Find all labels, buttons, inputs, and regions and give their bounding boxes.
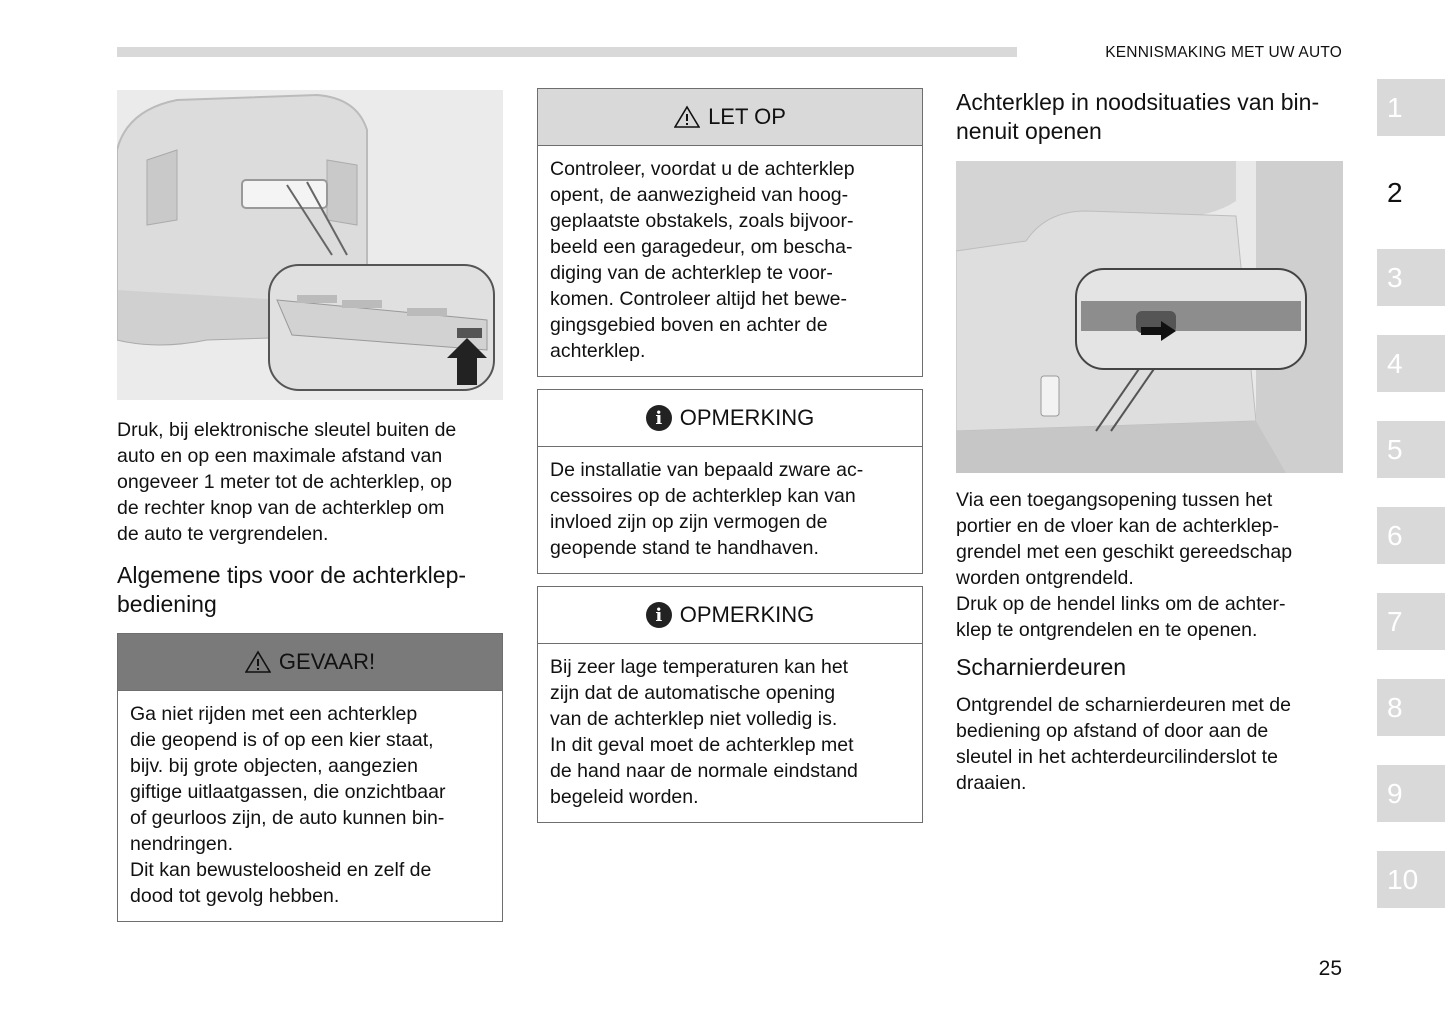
caution-box-text: Controleer, voordat u de achterklep opent, de aanwezigheid van hoog- geplaatste obstakels, zoals bijvoor- beeld een garagedeur, om bescha- diging van de achterklep te voor- komen. Controleer altijd het bewe- gingsgebied boven en achter de achterklep. (550, 158, 855, 362)
danger-box-title: GEVAAR! (278, 649, 376, 674)
chapter-tab-8[interactable]: 8 (1377, 679, 1445, 736)
info-icon: i (646, 602, 672, 628)
chapter-tab-4[interactable]: 4 (1377, 335, 1445, 392)
note-box-1-title: OPMERKING (679, 405, 815, 430)
hinged-doors-paragraph: Ontgrendel de scharnierdeuren met de bediening op afstand of door aan de sleutel in het achterdeurcilinderslot te draaien. (956, 694, 1291, 794)
danger-box (117, 633, 503, 922)
emergency-opening-heading: Achterklep in noodsituaties van bin- nenuit openen (956, 89, 1320, 144)
chapter-tab-9[interactable]: 9 (1377, 765, 1445, 822)
emergency-opening-paragraph: Via een toegangsopening tussen het portier en de vloer kan de achterklep- grendel met een geschikt gereedschap worden ontgrendeld. Druk op de hendel links om de achter- klep te ontgrendelen en te openen. (956, 489, 1293, 641)
danger-box-header (118, 634, 502, 691)
general-tips-subheading: Algemene tips voor de achterklep- bediening (117, 562, 467, 617)
note-box-2-text: Bij zeer lage temperaturen kan het zijn dat de automatische opening van de achterklep niet volledig is. In dit geval moet de achterklep met de hand naar de normale eindstand begeleid worden. (550, 656, 858, 808)
note-box-1-text: De installatie van bepaald zware ac- cessoires op de achterklep kan van invloed zijn op zijn vermogen de geopende stand te handhaven. (550, 459, 864, 559)
tailgate-interior-drawing (956, 161, 1343, 473)
caution-box-header (538, 89, 922, 146)
chapter-tab-3[interactable]: 3 (1377, 249, 1445, 306)
note-box-2-title: OPMERKING (679, 602, 815, 627)
note-box-2 (537, 586, 923, 823)
chapter-tab-1[interactable]: 1 (1377, 79, 1445, 136)
column-left (117, 90, 503, 922)
info-icon: i (646, 405, 672, 431)
warning-triangle-icon (674, 105, 700, 129)
tailgate-exterior-illustration (117, 90, 503, 400)
chapter-tab-6[interactable]: 6 (1377, 507, 1445, 564)
tailgate-interior-illustration (956, 161, 1343, 473)
danger-box-text: Ga niet rijden met een achterklep die geopend is of op een kier staat, bijv. bij grote objecten, aangezien giftige uitlaatgassen, die onzichtbaar of geurloos zijn, de auto kunnen bin- nendringen. Dit kan bewusteloosheid en zelf de dood tot gevolg hebben. (130, 703, 446, 907)
note-box-2-header (538, 587, 922, 644)
hinged-doors-subheading: Scharnierdeuren (956, 654, 1127, 680)
column-right (956, 88, 1343, 796)
tailgate-exterior-drawing (117, 90, 503, 400)
caution-box-title: LET OP (708, 104, 786, 129)
chapter-tab-2[interactable]: 2 (1377, 164, 1445, 221)
column-middle (537, 88, 923, 823)
caution-box (537, 88, 923, 377)
note-box-1-header (538, 390, 922, 447)
chapter-tab-5[interactable]: 5 (1377, 421, 1445, 478)
note-box-1 (537, 389, 923, 574)
lock-instruction-paragraph: Druk, bij elektronische sleutel buiten de auto en op een maximale afstand van ongeveer 1 meter tot de achterklep, op de rechter knop van de achterklep om de auto te vergrendelen. (117, 419, 457, 545)
chapter-title: KENNISMAKING MET UW AUTO (1105, 44, 1342, 61)
chapter-tab-7[interactable]: 7 (1377, 593, 1445, 650)
warning-triangle-icon (245, 650, 271, 674)
header-rule (117, 47, 1017, 57)
page-number: 25 (1318, 957, 1342, 980)
chapter-tab-10[interactable]: 10 (1377, 851, 1445, 908)
